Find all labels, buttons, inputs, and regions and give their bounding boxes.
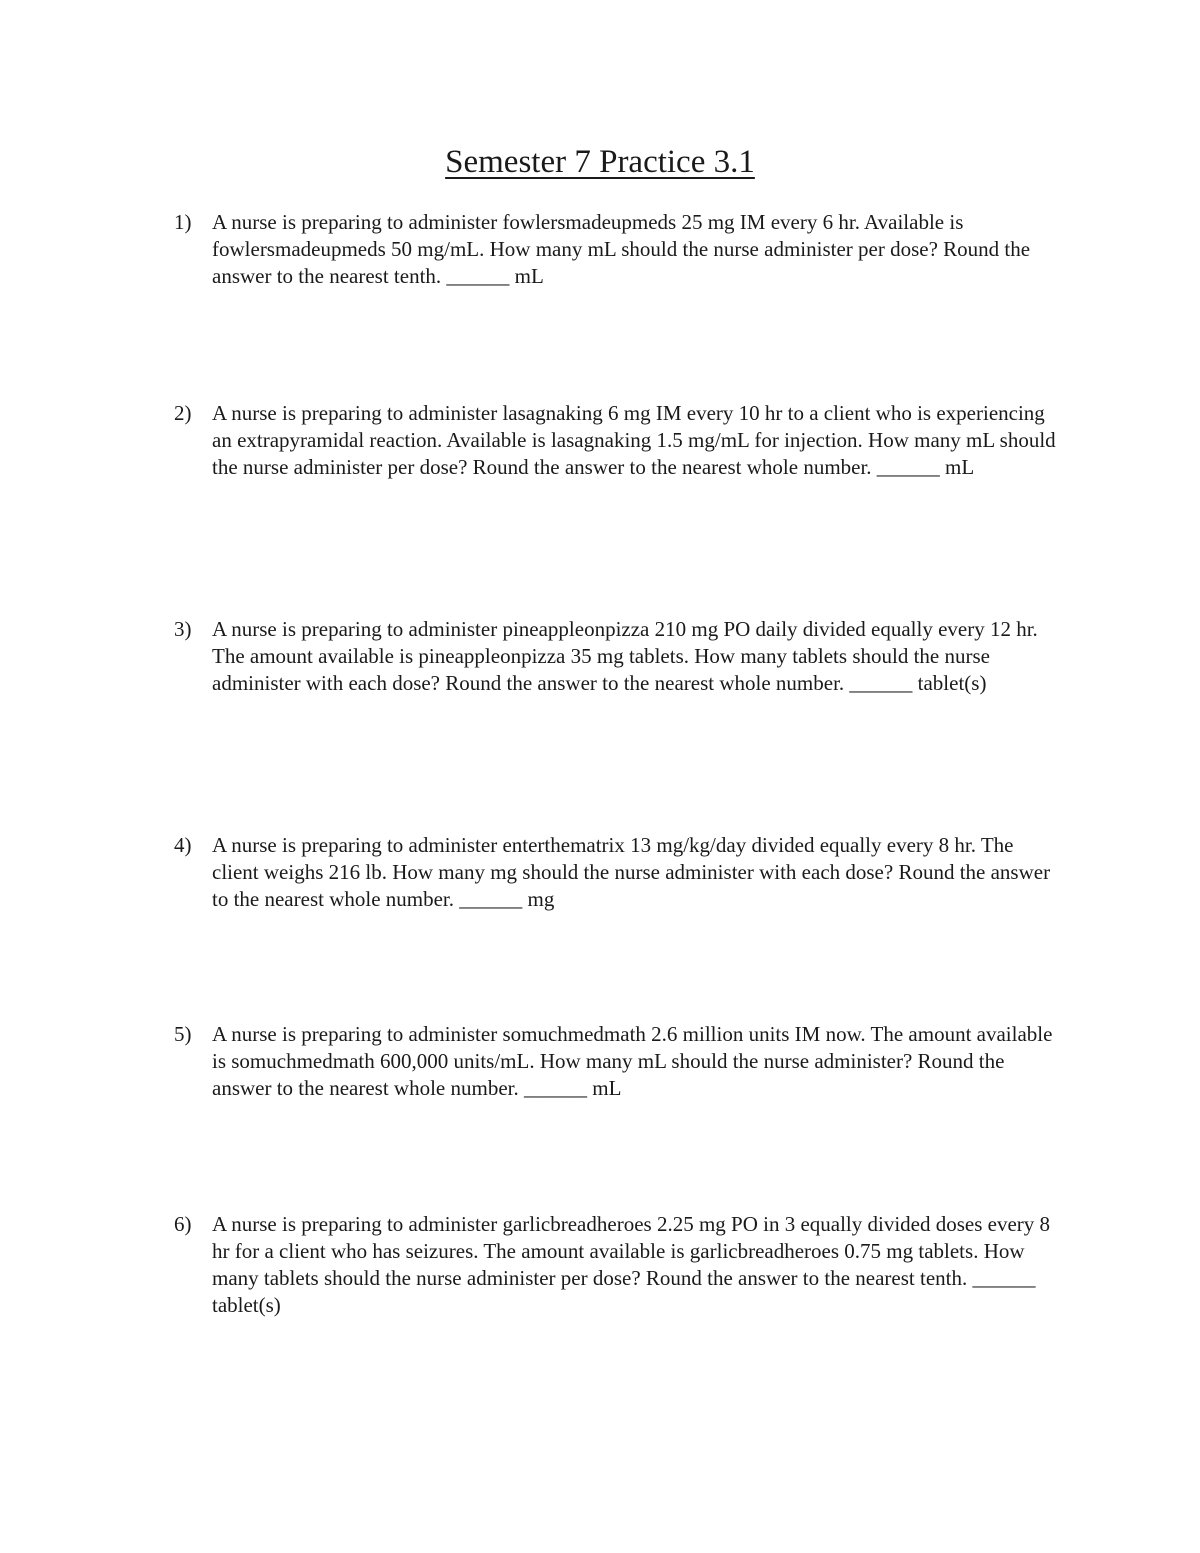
question-number: 2) — [174, 401, 192, 425]
page-title — [0, 140, 1200, 184]
question-number: 4) — [174, 833, 192, 857]
question-number: 6) — [174, 1212, 192, 1236]
question-number: 5) — [174, 1022, 192, 1046]
question-text: A nurse is preparing to administer fowlersmadeupmeds 25 mg IM every 6 hr. Available is fowlersmadeupmeds 50 mg/mL. How many mL should the nurse administer per dose? Round the answer to the nearest tenth. ______ mL — [212, 210, 1031, 288]
question-number: 1) — [174, 210, 192, 234]
question-text: A nurse is preparing to administer somuchmedmath 2.6 million units IM now. The amount available is somuchmedmath 600,000 units/mL. How many mL should the nurse administer? Round the answer to the nearest whole number. ______ mL — [212, 1022, 1053, 1100]
question-text: A nurse is preparing to administer lasagnaking 6 mg IM every 10 hr to a client who is experiencing an extrapyramidal reaction. Available is lasagnaking 1.5 mg/mL for injection. How many mL should the nurse administer per dose? Round the answer to the nearest whole number. ______ mL — [212, 401, 1056, 479]
page-title-text: Semester 7 Practice 3.1 — [445, 144, 755, 180]
question-number: 3) — [174, 617, 192, 641]
question-text: A nurse is preparing to administer pineappleonpizza 210 mg PO daily divided equally every 12 hr. The amount available is pineappleonpizza 35 mg tablets. How many tablets should the nurse administer with each dose? Round the answer to the nearest whole number. ______ tablet(s) — [212, 617, 1038, 695]
question-text: A nurse is preparing to administer garlicbreadheroes 2.25 mg PO in 3 equally divided doses every 8 hr for a client who has seizures. The amount available is garlicbreadheroes 0.75 mg tablets. How many tablets should the nurse administer per dose? Round the answer to the nearest tenth. ______ tablet(s) — [212, 1212, 1051, 1317]
question-text: A nurse is preparing to administer enterthematrix 13 mg/kg/day divided equally every 8 hr. The client weighs 216 lb. How many mg should the nurse administer with each dose? Round the answer to the nearest whole number. ______ mg — [212, 833, 1051, 911]
